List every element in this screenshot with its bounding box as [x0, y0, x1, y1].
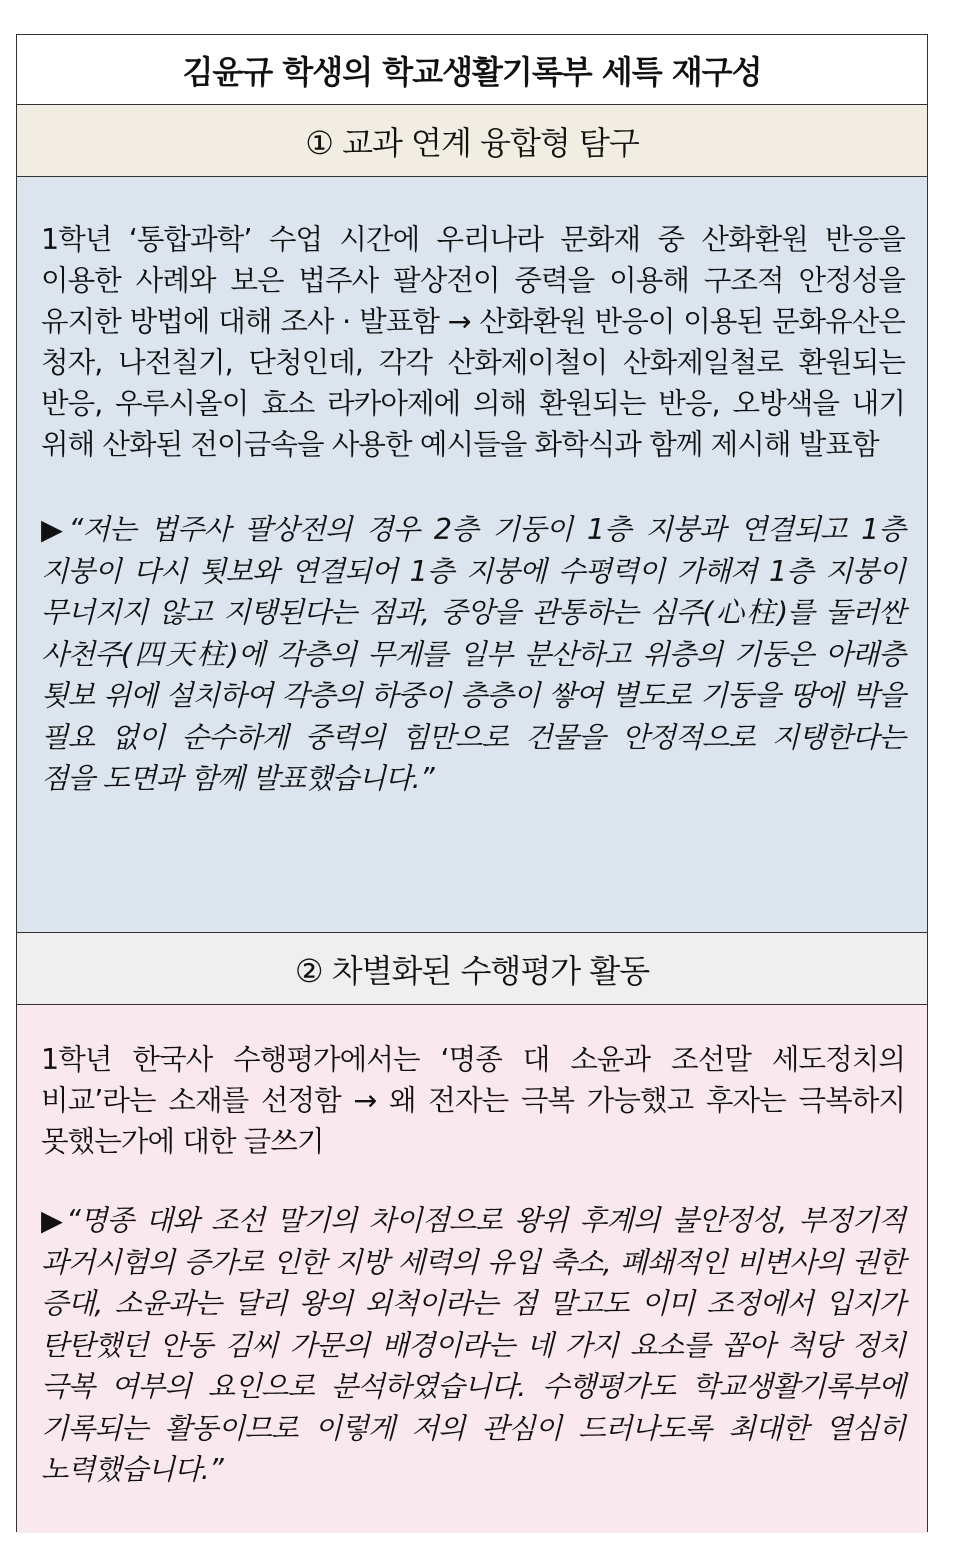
section1-header [17, 105, 927, 177]
section2-title: ② 차별화된 수행평가 활동 [294, 951, 650, 990]
section1-body [17, 177, 927, 933]
section1-title: ① 교과 연계 융합형 탐구 [305, 123, 639, 162]
section1-description: 1학년 ‘통합과학’ 수업 시간에 우리나라 문화재 중 산화환원 반응을 이용한 사례와 보은 법주사 팔상전이 중력을 이용해 구조적 안정성을 유지한 방법에 대해 조사 · 발표함 → 산화환원 반응이 이용된 문화유산은 청자, 나전칠기, 단청인데, 각각 산화제이철이 산화제일철로 환원되는 반응, 우루시올이 효소 라카아제에 의해 환원되는 반응, 오방색을 내기 위해 산화된 전이금속을 사용한 예시들을 화학식과 함께 제시해 발표함 [41, 223, 905, 461]
table-title: 김윤규 학생의 학교생활기록부 세특 재구성 [182, 52, 762, 91]
section2-header [17, 933, 927, 1005]
paragraph-spacer [41, 1162, 905, 1200]
section2-body [17, 1005, 927, 1533]
section2-student-quote: ▶“명종 대와 조선 말기의 차이점으로 왕위 후계의 불안정성, 부정기적 과거시험의 증가로 인한 지방 세력의 유입 축소, 폐쇄적인 비변사의 권한 증대, 소윤과는 달리 왕의 외척이라는 점 말고도 이미 조정에서 입지가 탄탄했던 안동 김씨 가문의 배경이라는 네 가지 요소를 꼽아 척당 정치 극복 여부의 요인으로 분석하였습니다. 수행평가도 학교생활기록부에 기록되는 활동이므로 이렇게 저의 관심이 드러나도록 최대한 열심히 노력했습니다.” [41, 1204, 905, 1486]
paragraph-spacer [41, 465, 905, 509]
table-title-row [17, 35, 927, 105]
section1-student-quote: ▶“저는 법주사 팔상전의 경우 2층 기둥이 1층 지붕과 연결되고 1층 지붕이 다시 툇보와 연결되어 1층 지붕에 수평력이 가해져 1층 지붕이 무너지지 않고 지탱된다는 점과, 중앙을 관통하는 심주(心柱)를 둘러싼 사천주(四天柱)에 각층의 무게를 일부 분산하고 위층의 기둥은 아래층 툇보 위에 설치하여 각층의 하중이 층층이 쌓여 별도로 기둥을 땅에 박을 필요 없이 순수하게 중력의 힘만으로 건물을 안정적으로 지탱한다는 점을 도면과 함께 발표했습니다.” [41, 513, 905, 795]
record-table [16, 34, 928, 1532]
section2-description: 1학년 한국사 수행평가에서는 ‘명종 대 소윤과 조선말 세도정치의 비교’라는 소재를 선정함 → 왜 전자는 극복 가능했고 후자는 극복하지 못했는가에 대한 글쓰기 [41, 1043, 905, 1158]
